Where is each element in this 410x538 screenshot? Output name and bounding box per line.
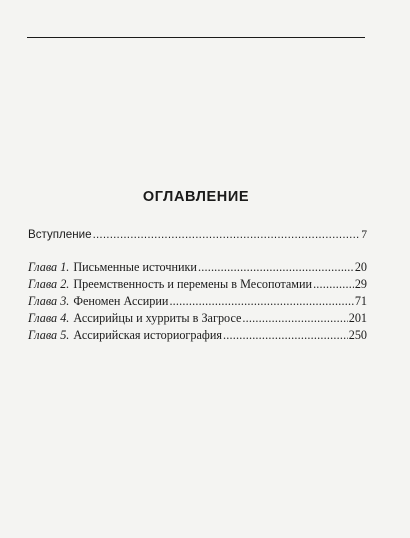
chapter-label: Глава 1. [28, 260, 70, 274]
toc-entry-chapter-1[interactable] [28, 259, 367, 276]
header-rule [27, 37, 365, 38]
chapter-label: Глава 4. [28, 311, 70, 325]
toc-entry-page: 20 [354, 260, 367, 274]
toc-entry-title: Вступление [28, 228, 92, 241]
dot-leader [169, 293, 353, 310]
toc-entry-title: Ассирийцы и хурриты в Загросе [73, 311, 242, 325]
chapter-label: Глава 5. [28, 328, 70, 342]
dot-leader [93, 226, 361, 243]
toc-entry-chapter-3[interactable] [28, 293, 367, 310]
toc-entry-page: 201 [348, 311, 367, 325]
toc-entry-title: Письменные источники [73, 260, 197, 274]
toc-entry-title: Феномен Ассирии [73, 294, 169, 308]
toc-entry-page: 71 [354, 294, 367, 308]
table-of-contents [28, 226, 367, 344]
dot-leader [242, 310, 347, 327]
chapter-label: Глава 2. [28, 277, 70, 291]
toc-entry-intro[interactable] [28, 226, 367, 243]
toc-entry-chapter-4[interactable] [28, 310, 367, 327]
toc-entry-page: 250 [348, 328, 367, 342]
toc-entry-title: Преемственность и перемены в Месопотамии [73, 277, 313, 291]
toc-heading: ОГЛАВЛЕНИЕ [142, 189, 250, 205]
toc-entry-page: 7 [361, 228, 367, 241]
toc-entry-chapter-5[interactable] [28, 327, 367, 344]
dot-leader [198, 259, 354, 276]
dot-leader [313, 276, 354, 293]
toc-entry-page: 29 [354, 277, 367, 291]
chapter-label: Глава 3. [28, 294, 70, 308]
dot-leader [223, 327, 348, 344]
toc-entry-title: Ассирийская историография [73, 328, 222, 342]
toc-entry-chapter-2[interactable] [28, 276, 367, 293]
